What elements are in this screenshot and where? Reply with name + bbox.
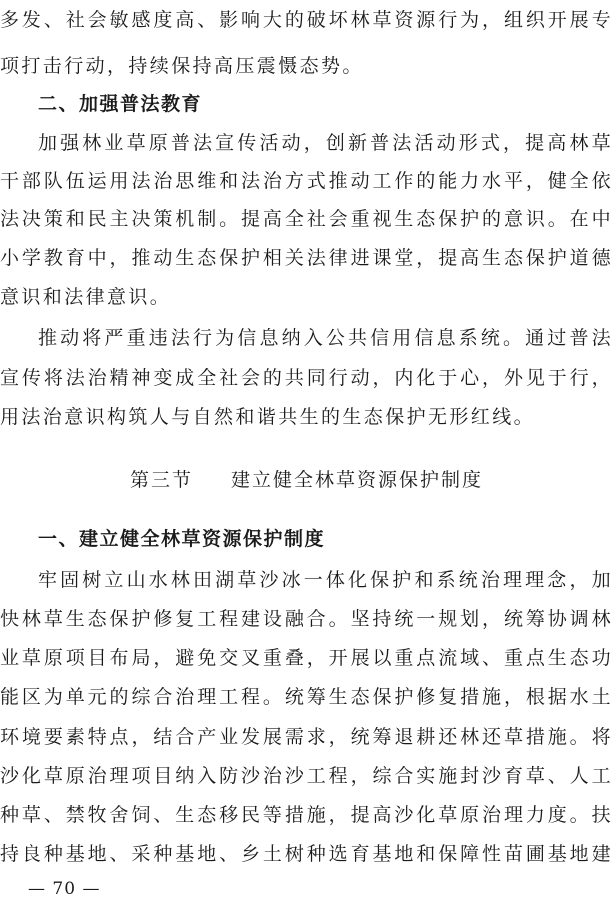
paragraph-line: 多发、社会敏感度高、影响大的破坏林草资源行为，组织开展专 <box>0 9 613 31</box>
section-number: 第三节 <box>129 469 193 491</box>
paragraph-line: 沙化草原治理项目纳入防沙治沙工程，综合实施封沙育草、人工 <box>0 765 613 787</box>
subsection-heading: 二、加强普法教育 <box>38 93 203 115</box>
section-title <box>0 468 613 492</box>
paragraph-line: 意识和法律意识。 <box>0 286 172 308</box>
page-number: — 70 — <box>28 879 101 899</box>
paragraph-line: 环境要素特点，结合产业发展需求，统筹退耕还林还草措施。将 <box>0 726 613 748</box>
paragraph-line: 持良种基地、采种基地、乡土树种选育基地和保障性苗圃基地建 <box>0 843 613 865</box>
paragraph-line: 干部队伍运用法治思维和法治方式推动工作的能力水平，健全依 <box>0 170 613 192</box>
paragraph-line: 业草原项目布局，避免交叉重叠，开展以重点流域、重点生态功 <box>0 647 613 669</box>
paragraph-line: 小学教育中，推动生态保护相关法律进课堂，提高生态保护道德 <box>0 247 613 269</box>
paragraph-line: 项打击行动，持续保持高压震慑态势。 <box>0 55 364 77</box>
paragraph-line: 牢固树立山水林田湖草沙冰一体化保护和系统治理理念，加 <box>38 569 613 591</box>
paragraph-line: 快林草生态保护修复工程建设融合。坚持统一规划，统筹协调林 <box>0 608 613 630</box>
paragraph-line: 宣传将法治精神变成全社会的共同行动，内化于心，外见于行， <box>0 367 613 389</box>
paragraph-line: 种草、禁牧舍饲、生态移民等措施，提高沙化草原治理力度。扶 <box>0 804 613 826</box>
paragraph-line: 用法治意识构筑人与自然和谐共生的生态保护无形红线。 <box>0 406 536 428</box>
paragraph-line: 法决策和民主决策机制。提高全社会重视生态保护的意识。在中 <box>0 208 613 230</box>
subsection-heading: 一、建立健全林草资源保护制度 <box>38 528 326 550</box>
paragraph-line: 能区为单元的综合治理工程。统筹生态保护修复措施，根据水土 <box>0 686 613 708</box>
section-title-text: 建立健全林草资源保护制度 <box>231 469 484 491</box>
paragraph-line: 推动将严重违法行为信息纳入公共信用信息系统。通过普法 <box>38 327 613 349</box>
paragraph-line: 加强林业草原普法宣传活动，创新普法活动形式，提高林草 <box>38 132 613 154</box>
